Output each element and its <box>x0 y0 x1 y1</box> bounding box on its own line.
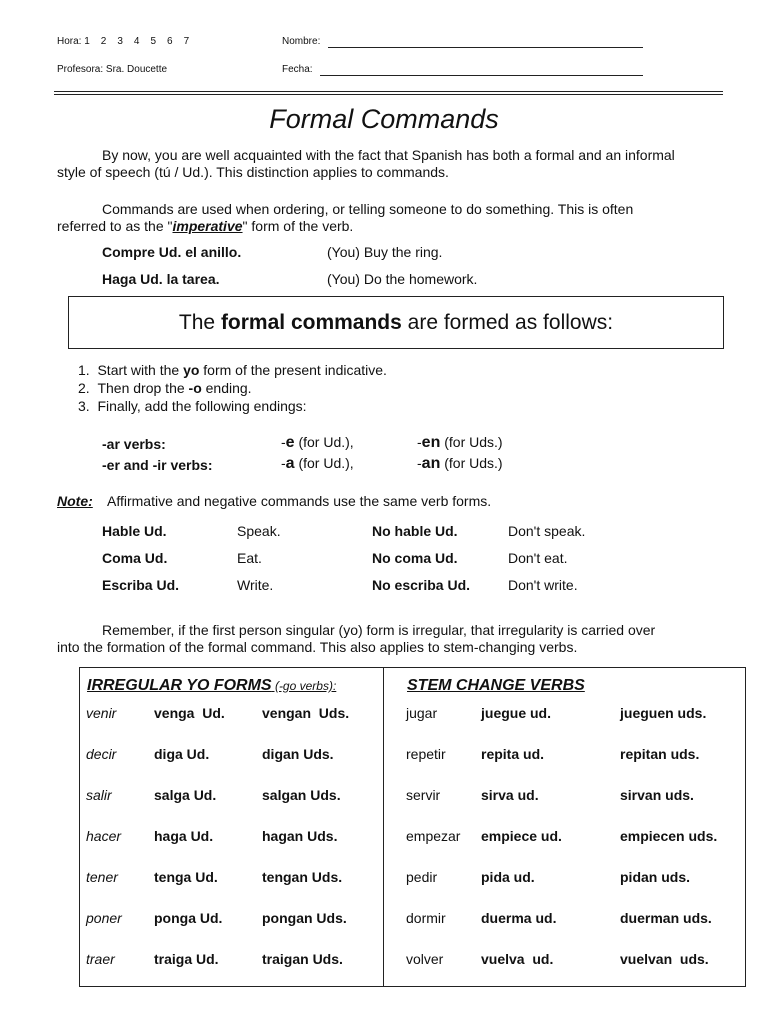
intro-p2-post: " form of the verb. <box>242 218 354 234</box>
stem-inf-7: volver <box>406 951 444 967</box>
ar-pl-letters: en <box>421 434 441 451</box>
irregular-heading <box>87 677 336 695</box>
neg-1-en: Don't speak. <box>508 523 586 539</box>
stem-inf-3: servir <box>406 787 441 803</box>
stem-sg-2: repita ud. <box>481 746 545 762</box>
irregular-inf-3: salir <box>86 787 112 803</box>
aff-1-en: Speak. <box>237 523 281 539</box>
stem-inf-6: dormir <box>406 910 446 926</box>
step-1-pre: Start with the <box>97 362 184 378</box>
verb-table-divider <box>383 667 384 986</box>
irregular-sg-7: traiga Ud. <box>154 951 219 967</box>
hour-5: 5 <box>150 36 157 47</box>
page-title: Formal Commands <box>269 104 499 134</box>
ar-sg-ending <box>281 433 354 452</box>
er-pl-ending <box>417 454 503 473</box>
step-1-bold: yo <box>183 362 200 378</box>
neg-2-en: Don't eat. <box>508 550 568 566</box>
example-2-en: (You) Do the homework. <box>327 271 478 287</box>
irregular-pl-4: hagan Uds. <box>262 828 338 844</box>
er-pl-dash: - <box>417 455 422 471</box>
er-ir-verbs-label: -er and -ir verbs: <box>102 457 213 473</box>
intro-p1-line2: style of speech (tú / Ud.). This distinction applies to commands. <box>57 164 449 180</box>
step-1-num: 1. <box>78 362 90 378</box>
ar-sg-note: (for Ud.), <box>294 434 354 450</box>
irregular-inf-6: poner <box>86 910 122 926</box>
intro-p2-pre: referred to as the " <box>57 218 173 234</box>
irregular-sg-1: venga Ud. <box>154 705 225 721</box>
stem-sg-7: vuelva ud. <box>481 951 554 967</box>
step-1-post: form of the present indicative. <box>199 362 387 378</box>
irregular-heading-sub: (-go verbs): <box>271 679 337 693</box>
irregular-pl-2: digan Uds. <box>262 746 334 762</box>
step-2-bold: -o <box>188 380 202 396</box>
example-1-es: Compre Ud. el anillo. <box>102 244 242 260</box>
ar-verbs-label: -ar verbs: <box>102 436 166 452</box>
hour-2: 2 <box>100 36 107 47</box>
intro-p2-line2 <box>57 217 353 235</box>
step-2 <box>78 379 252 397</box>
note-text: Affirmative and negative commands use the same verb forms. <box>107 493 492 509</box>
neg-3: No escriba Ud. <box>372 577 471 593</box>
fecha-line <box>320 75 643 76</box>
stem-sg-5: pida ud. <box>481 869 535 885</box>
stem-pl-5: pidan uds. <box>620 869 690 885</box>
irregular-inf-4: hacer <box>86 828 122 844</box>
aff-3: Escriba Ud. <box>102 577 180 593</box>
intro-p2-line1: Commands are used when ordering, or telling someone to do something. This is often <box>102 201 634 217</box>
stem-inf-1: jugar <box>406 705 438 721</box>
profesora-label: Profesora: Sra. Doucette <box>57 64 168 75</box>
irregular-sg-5: tenga Ud. <box>154 869 218 885</box>
irregular-pl-5: tengan Uds. <box>262 869 343 885</box>
intro-p1-line1: By now, you are well acquainted with the fact that Spanish has both a formal and an informal <box>102 147 675 163</box>
irregular-inf-2: decir <box>86 746 117 762</box>
remember-line2: into the formation of the formal command. This also applies to stem-changing verbs. <box>57 639 578 655</box>
aff-1: Hable Ud. <box>102 523 167 539</box>
stem-pl-7: vuelvan uds. <box>620 951 709 967</box>
ar-pl-ending <box>417 433 503 452</box>
stem-sg-3: sirva ud. <box>481 787 539 803</box>
fecha-label: Fecha: <box>282 64 313 75</box>
er-sg-note: (for Ud.), <box>294 455 354 471</box>
er-pl-letters: an <box>421 455 441 472</box>
stem-inf-2: repetir <box>406 746 446 762</box>
ar-sg-dash: - <box>281 434 286 450</box>
irregular-sg-3: salga Ud. <box>154 787 217 803</box>
formal-box-pre: The <box>178 310 221 334</box>
hour-3: 3 <box>117 36 123 47</box>
neg-1: No hable Ud. <box>372 523 458 539</box>
header-rule-bottom <box>54 94 723 95</box>
aff-2-en: Eat. <box>237 550 262 566</box>
irregular-pl-6: pongan Uds. <box>262 910 347 926</box>
nombre-label: Nombre: <box>282 36 321 47</box>
example-2-es: Haga Ud. la tarea. <box>102 271 220 287</box>
irregular-heading-text: IRREGULAR YO FORMS <box>87 677 272 694</box>
aff-3-en: Write. <box>237 577 274 593</box>
irregular-sg-2: diga Ud. <box>154 746 210 762</box>
aff-2: Coma Ud. <box>102 550 168 566</box>
stem-inf-4: empezar <box>406 828 461 844</box>
formal-box-bold: formal commands <box>220 310 402 334</box>
irregular-sg-4: haga Ud. <box>154 828 214 844</box>
step-2-post: ending. <box>201 380 252 396</box>
formal-box-post: are formed as follows: <box>401 310 614 334</box>
er-sg-ending <box>281 454 354 473</box>
stem-inf-5: pedir <box>406 869 438 885</box>
irregular-pl-7: traigan Uds. <box>262 951 343 967</box>
note-label: Note: <box>57 493 93 509</box>
stem-pl-2: repitan uds. <box>620 746 700 762</box>
hours-list <box>84 36 200 47</box>
irregular-pl-1: vengan Uds. <box>262 705 350 721</box>
stem-heading: STEM CHANGE VERBS <box>407 677 585 694</box>
imperative-term: imperative <box>172 218 243 234</box>
stem-pl-4: empiecen uds. <box>620 828 718 844</box>
ar-pl-dash: - <box>417 434 422 450</box>
remember-line1: Remember, if the first person singular (yo) form is irregular, that irregularity is carried over <box>102 622 656 638</box>
example-1-en: (You) Buy the ring. <box>327 244 443 260</box>
irregular-pl-3: salgan Uds. <box>262 787 341 803</box>
step-2-pre: Then drop the <box>97 380 189 396</box>
stem-sg-4: empiece ud. <box>481 828 562 844</box>
er-pl-note: (for Uds.) <box>440 455 503 471</box>
er-sg-dash: - <box>281 455 286 471</box>
ar-sg-letter: e <box>285 434 295 451</box>
nombre-line <box>328 47 643 48</box>
step-3-num: 3. <box>78 398 90 414</box>
irregular-inf-1: venir <box>86 705 117 721</box>
stem-pl-3: sirvan uds. <box>620 787 694 803</box>
step-1 <box>78 361 387 379</box>
step-2-num: 2. <box>78 380 90 396</box>
hour-6: 6 <box>167 36 173 47</box>
header-rule-top <box>54 91 723 92</box>
stem-pl-1: jueguen uds. <box>620 705 707 721</box>
stem-pl-6: duerman uds. <box>620 910 712 926</box>
neg-2: No coma Ud. <box>372 550 458 566</box>
stem-sg-1: juegue ud. <box>481 705 551 721</box>
ar-pl-note: (for Uds.) <box>440 434 503 450</box>
hour-1: 1 <box>84 36 90 47</box>
irregular-inf-7: traer <box>86 951 115 967</box>
hora-field <box>57 36 200 47</box>
step-3-pre: Finally, add the following endings: <box>97 398 307 414</box>
hour-7: 7 <box>183 36 190 47</box>
step-3 <box>78 397 307 415</box>
neg-3-en: Don't write. <box>508 577 578 593</box>
hora-label: Hora: <box>57 36 82 47</box>
er-sg-letter: a <box>285 455 295 472</box>
formal-commands-box <box>68 296 724 349</box>
irregular-sg-6: ponga Ud. <box>154 910 223 926</box>
hour-4: 4 <box>133 36 140 47</box>
irregular-inf-5: tener <box>86 869 118 885</box>
stem-sg-6: duerma ud. <box>481 910 557 926</box>
